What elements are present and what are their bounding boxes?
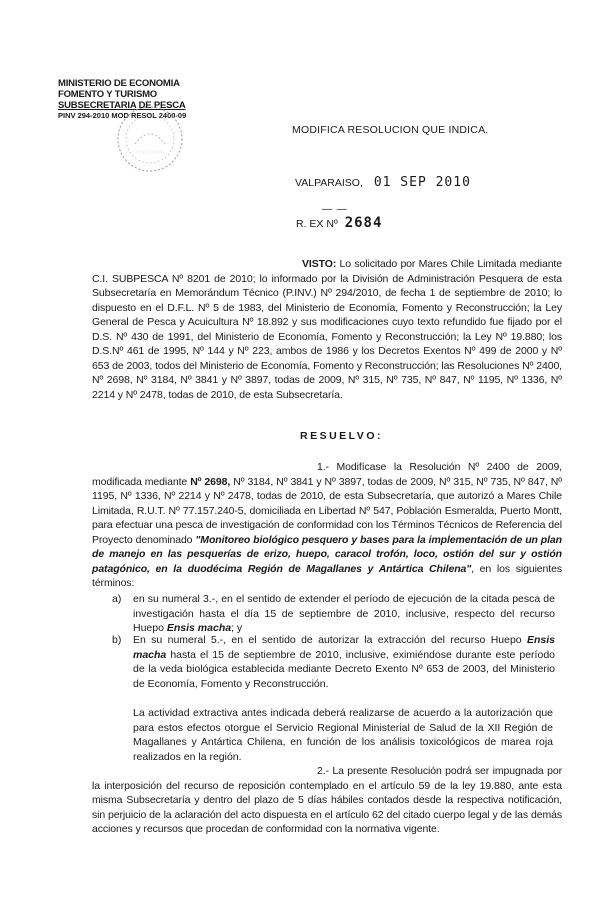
visto-label: VISTO:: [302, 258, 337, 270]
article-1: [92, 460, 562, 591]
item-text: en su numeral 3.-, en el sentido de extender el período de ejecución de la citada pesca de investigación hasta el día 15 de septiembre de 2010, inclusive, respecto del recurso Huepo: [133, 593, 555, 634]
item-text: En su numeral 5.-, en el sentido de autorizar la extracción del recurso Huepo: [133, 634, 522, 646]
resolution-number: [296, 215, 382, 231]
item-marker: a): [112, 593, 122, 605]
ministry-line-2: FOMENTO Y TURISMO: [58, 89, 157, 100]
list-item-a: [112, 592, 555, 636]
art1-first: 1.- Modifícase la Resolución Nº 2400 de 2009,: [317, 461, 562, 473]
species-name: Ensis macha: [166, 622, 232, 634]
visto-text: mediante C.I. SUBPESCA Nº 8201 de 2010; lo informado por la División de Administración Pesquera de esta Subsecretaría en Memorándum Técnico (P.INV.) Nº 294/2010, de fecha 1 de septiembre de 2010; lo dispuesto en el D.F.L. Nº 5 de 1983, del Ministerio de Economía, Fomento y Reconstrucción; la Ley General de Pesca y Acuicultura Nº 18.892 y sus modificaciones cuyo texto refundido fue fijado por el D.S. Nº 430 de 1991, del Ministerio de Economía, Fomento y Reconstrucción; la Ley Nº 19.880; los D.S.Nº 461 de 1995, Nº 144 y Nº 223, ambos de 1986 y los Decretos Exentos Nº 499 de 2000 y Nº 653 de 2003, todos del Ministerio de Economía, Fomento y Reconstrucción; las Resoluciones Nº 2400, Nº 2698, Nº 3184, Nº 3841 y Nº 3897, todas de 2009, Nº 315, Nº 735, Nº 847, Nº 1195, Nº 1336, Nº 2214 y Nº 2478, todas de 2010, de esta Subsecretaría.: [92, 258, 562, 401]
species-name: Ensis macha: [133, 634, 555, 661]
art1-mid: Nº 3184, Nº 3841 y Nº 3897, todas de 2009, Nº 315, Nº 735, Nº 847, Nº 1195, Nº 1336, Nº 2214 y Nº 2478, todas de 2010, de esta Subsecretaría, que autorizó a Mares Chile Limitada, R.U.T. Nº 77.157.240-5, domiciliada en Libertad Nº 547, Población Esmeralda, Puerto Montt, para efectuar una pesca de investigación de conformidad con los Términos Técnicos de Referencia del Proyecto denominado: [92, 475, 563, 546]
undersecretariat-line: SUBSECRETARIA DE PESCA: [58, 100, 186, 111]
dateline: [295, 175, 471, 190]
official-seal-stamp: [115, 104, 185, 174]
art1-end: , en los siguientes términos:: [92, 562, 562, 589]
art1-pre: modificada mediante: [92, 475, 188, 488]
item-text-end: hasta el 15 de septiembre de 2010, inclusive, eximiéndose durante este período de la veda biológica establecida mediante Decreto Exento Nº 653 de 2003, del Ministerio de Economía, Fomento y Reconstrucción.: [133, 648, 555, 690]
resolution-number-value: 2684: [344, 215, 383, 231]
article-2: [92, 764, 562, 837]
document-subject: MODIFICA RESOLUCION QUE INDICA.: [292, 124, 489, 136]
list-item-b: [112, 633, 555, 691]
art1-project-title: "Monitoreo biológico pesquero y bases para la implementación de un plan de manejo en las pesquerías de erizo, huepo, caracol trofón, loco, ostión del sur y ostión patagónico, en la duodécima Región de Magallanes y Antártica Chilena": [92, 533, 562, 575]
item-marker: b): [112, 634, 122, 646]
visto-paragraph: [92, 257, 562, 402]
art2-first: 2.- La presente Resolución podrá ser impugnada: [317, 765, 544, 777]
art2-text: por la interposición del recurso de reposición contemplado en el artículo 59 de la ley 19.880, ante esta misma Subsecretaría y dentro del plazo de 5 días hábiles contados desde la respectiva notificación, sin perjuicio de la aclaración del acto dispuesta en el artículo 62 del citado cuerpo legal y de las demás acciones y recursos que procedan de conformidad con la normativa vigente.: [92, 765, 562, 835]
reference-code: PINV 294-2010 MOD RESOL 2400-09: [58, 111, 187, 120]
visto-first: Lo solicitado por Mares Chile Limitada: [339, 258, 517, 270]
extractive-activity-paragraph: La actividad extractiva antes indicada deberá realizarse de acuerdo a la autorización que para estos efectos otorgue el Servicio Regional Ministerial de Salud de la XII Región de Magallanes y Antártica Chilena, en función de los análisis toxicológicos de marea roja realizados en la región.: [133, 707, 553, 763]
divider-dashes: — —: [322, 204, 348, 215]
resuelvo-heading: RESUELVO:: [300, 430, 383, 442]
resolution-prefix: R. EX Nº: [296, 218, 338, 230]
place-label: VALPARAISO,: [295, 177, 363, 189]
ministry-line: MINISTERIO DE ECONOMIA: [58, 78, 180, 89]
art1-res-2698: Nº 2698,: [190, 475, 231, 488]
item-text-end: ; y: [231, 622, 243, 634]
date-stamp: 01 SEP 2010: [373, 175, 471, 190]
